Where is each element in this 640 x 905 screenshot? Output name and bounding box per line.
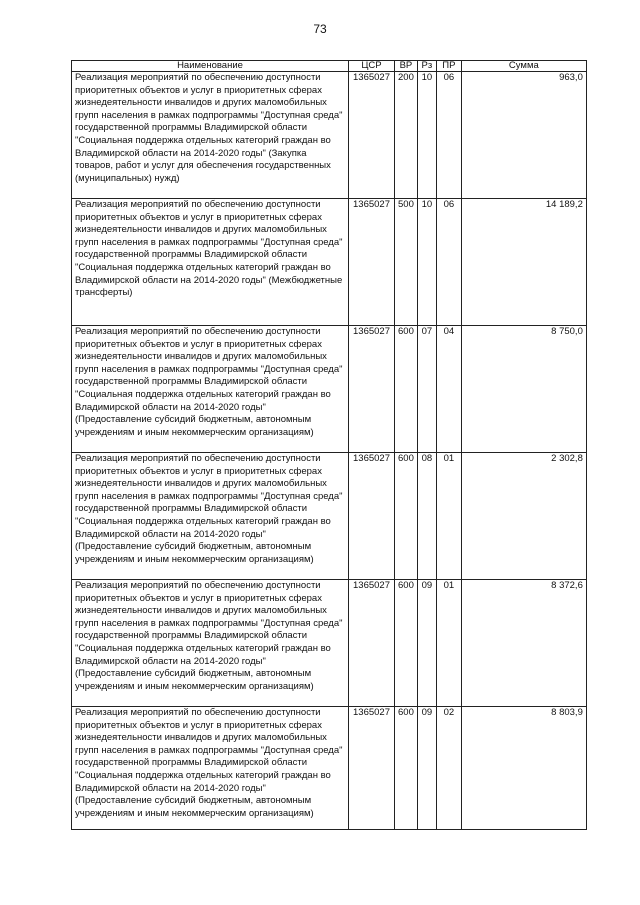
cell-vr: 200 bbox=[395, 72, 418, 199]
cell-name: Реализация мероприятий по обеспечению доступности приоритетных объектов и услуг в приоритетных сферах жизнедеятельности инвалидов и других маломобильных групп населения в рамках подпрограммы "Доступная среда" государственной программы Владимирской области "Социальная поддержка отдельных категорий граждан во Владимирской области на 2014-2020 годы" (Закупка товаров, работ и услуг для обеспечения государственных (муниципальных) нужд) bbox=[72, 72, 349, 199]
table-row bbox=[72, 453, 587, 580]
header-rz: Рз bbox=[417, 61, 436, 72]
header-csr: ЦСР bbox=[349, 61, 395, 72]
cell-sum: 2 302,8 bbox=[461, 453, 586, 580]
table-row bbox=[72, 580, 587, 707]
table-row bbox=[72, 199, 587, 326]
header-pr: ПР bbox=[436, 61, 461, 72]
cell-rz: 08 bbox=[417, 453, 436, 580]
cell-csr: 1365027 bbox=[349, 453, 395, 580]
table-row bbox=[72, 326, 587, 453]
cell-csr: 1365027 bbox=[349, 199, 395, 326]
cell-sum: 8 372,6 bbox=[461, 580, 586, 707]
cell-sum: 14 189,2 bbox=[461, 199, 586, 326]
cell-pr: 06 bbox=[436, 72, 461, 199]
budget-table bbox=[71, 60, 587, 830]
header-sum: Сумма bbox=[461, 61, 586, 72]
cell-rz: 09 bbox=[417, 707, 436, 830]
table-row bbox=[72, 72, 587, 199]
cell-rz: 09 bbox=[417, 580, 436, 707]
cell-csr: 1365027 bbox=[349, 707, 395, 830]
cell-sum: 963,0 bbox=[461, 72, 586, 199]
header-name: Наименование bbox=[72, 61, 349, 72]
cell-pr: 02 bbox=[436, 707, 461, 830]
cell-pr: 01 bbox=[436, 453, 461, 580]
cell-pr: 04 bbox=[436, 326, 461, 453]
header-vr: ВР bbox=[395, 61, 418, 72]
cell-pr: 01 bbox=[436, 580, 461, 707]
cell-name: Реализация мероприятий по обеспечению доступности приоритетных объектов и услуг в приоритетных сферах жизнедеятельности инвалидов и других маломобильных групп населения в рамках подпрограммы "Доступная среда" государственной программы Владимирской области "Социальная поддержка отдельных категорий граждан во Владимирской области на 2014-2020 годы" (Предоставление субсидий бюджетным, автономным учреждениям и иным некоммерческим организациям) bbox=[72, 580, 349, 707]
cell-rz: 10 bbox=[417, 72, 436, 199]
cell-name: Реализация мероприятий по обеспечению доступности приоритетных объектов и услуг в приоритетных сферах жизнедеятельности инвалидов и других маломобильных групп населения в рамках подпрограммы "Доступная среда" государственной программы Владимирской области "Социальная поддержка отдельных категорий граждан во Владимирской области на 2014-2020 годы" (Межбюджетные трансферты) bbox=[72, 199, 349, 326]
cell-vr: 600 bbox=[395, 453, 418, 580]
cell-rz: 07 bbox=[417, 326, 436, 453]
cell-vr: 600 bbox=[395, 707, 418, 830]
cell-vr: 600 bbox=[395, 326, 418, 453]
cell-vr: 500 bbox=[395, 199, 418, 326]
cell-csr: 1365027 bbox=[349, 72, 395, 199]
cell-vr: 600 bbox=[395, 580, 418, 707]
cell-csr: 1365027 bbox=[349, 580, 395, 707]
cell-pr: 06 bbox=[436, 199, 461, 326]
cell-sum: 8 750,0 bbox=[461, 326, 586, 453]
table-header-row bbox=[72, 61, 587, 72]
cell-csr: 1365027 bbox=[349, 326, 395, 453]
cell-rz: 10 bbox=[417, 199, 436, 326]
table-row bbox=[72, 707, 587, 830]
cell-sum: 8 803,9 bbox=[461, 707, 586, 830]
cell-name: Реализация мероприятий по обеспечению доступности приоритетных объектов и услуг в приоритетных сферах жизнедеятельности инвалидов и других маломобильных групп населения в рамках подпрограммы "Доступная среда" государственной программы Владимирской области "Социальная поддержка отдельных категорий граждан во Владимирской области на 2014-2020 годы" (Предоставление субсидий бюджетным, автономным учреждениям и иным некоммерческим организациям) bbox=[72, 707, 349, 830]
page-number: 73 bbox=[313, 22, 327, 36]
cell-name: Реализация мероприятий по обеспечению доступности приоритетных объектов и услуг в приоритетных сферах жизнедеятельности инвалидов и других маломобильных групп населения в рамках подпрограммы "Доступная среда" государственной программы Владимирской области "Социальная поддержка отдельных категорий граждан во Владимирской области на 2014-2020 годы" (Предоставление субсидий бюджетным, автономным учреждениям и иным некоммерческим организациям) bbox=[72, 326, 349, 453]
cell-name: Реализация мероприятий по обеспечению доступности приоритетных объектов и услуг в приоритетных сферах жизнедеятельности инвалидов и других маломобильных групп населения в рамках подпрограммы "Доступная среда" государственной программы Владимирской области "Социальная поддержка отдельных категорий граждан во Владимирской области на 2014-2020 годы" (Предоставление субсидий бюджетным, автономным учреждениям и иным некоммерческим организациям) bbox=[72, 453, 349, 580]
